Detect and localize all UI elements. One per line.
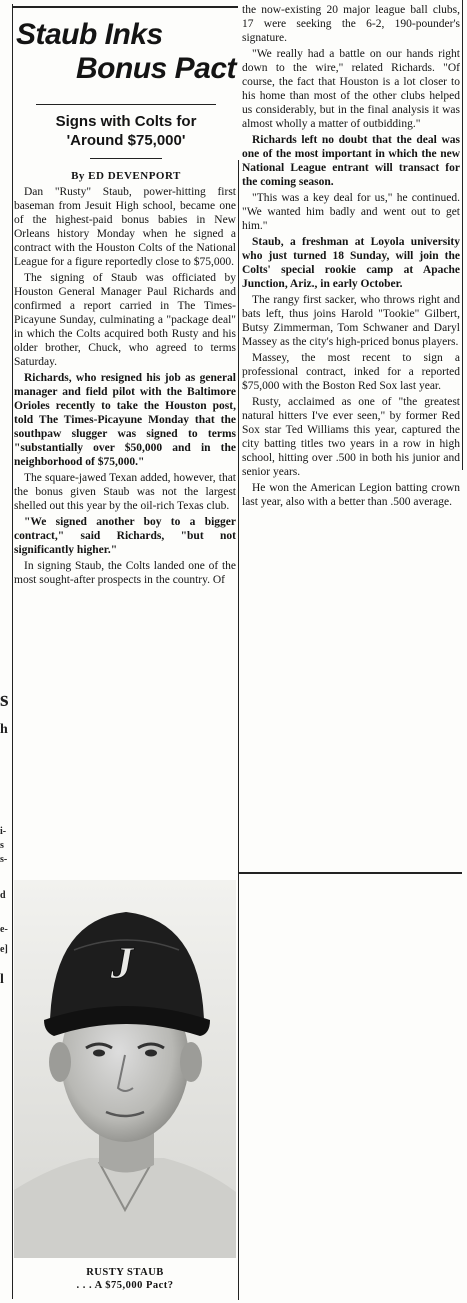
column-rule-center	[238, 160, 239, 1300]
photo-caption	[14, 1266, 236, 1292]
article-paragraph: "We signed another boy to a bigger contract," said Richards, "but not significantly higher."	[14, 516, 236, 556]
article-paragraph: The signing of Staub was officiated by Houston General Manager Paul Richards and confirmed a report carried in The Times-Picayune Sunday, culminating a "package deal" in which the Colts acquired both Rusty and his older brother, Chuck, who agreed to terms Saturday.	[14, 272, 236, 368]
byline: By ED DEVENPORT	[71, 170, 181, 182]
headline-divider	[36, 104, 216, 105]
article-column-1	[14, 185, 236, 589]
stub-char: i-	[0, 826, 7, 837]
article-paragraph: Rusty, acclaimed as one of "the greatest natural hitters I've ever seen," by former Red Sox star Ted Williams this year, captured the city batting titles two years in a row in high school, hitting over .500 in both his junior and senior years.	[242, 396, 460, 478]
article-paragraph: Dan "Rusty" Staub, power-hitting first baseman from Jesuit High school, became one of the highest-paid bonus babies in New Orleans history Monday when he signed a contract with the Houston Colts of the National League for a figure reportedly close to $75,000.	[14, 186, 236, 268]
player-portrait-illustration	[14, 880, 236, 1258]
article-end-rule	[238, 872, 462, 874]
article-paragraph: the now-existing 20 major league ball clubs, 17 were seeking the 6-2, 190-pounder's signature.	[242, 4, 460, 44]
cap-letter-logo: J	[110, 937, 134, 988]
subheadline-line-2: 'Around $75,000'	[66, 132, 186, 149]
top-rule	[12, 6, 238, 8]
subheadline-line-1: Signs with Colts for	[55, 113, 197, 130]
deck-divider	[90, 158, 162, 159]
article-column-2	[242, 3, 460, 511]
article-paragraph: Richards, who resigned his job as general manager and field pilot with the Baltimore Orioles recently to take the Houston post, told The Times-Picayune Monday that the southpaw slugger was signed to terms "substantially over $50,000 and in the neighborhood of $75,000."	[14, 372, 236, 468]
article-paragraph: Massey, the most recent to sign a professional contract, inked for a reported $75,000 with the Boston Red Sox last year.	[242, 352, 460, 392]
headline-line-1: Staub Inks	[16, 18, 163, 51]
stub-char: s-	[0, 854, 8, 865]
column-rule-right-top	[462, 0, 463, 470]
stub-char: e]	[0, 944, 8, 955]
article-paragraph: The rangy first sacker, who throws right and bats left, thus joins Harold "Tookie" Gilbert, Butsy Zimmerman, Tom Schwaner and Daryl Massey as the city's high-priced bonus players.	[242, 294, 460, 348]
headline-line-2: Bonus Pact	[75, 52, 236, 85]
column-rule-left	[12, 4, 13, 1299]
stub-char: e-	[0, 924, 8, 935]
player-photo	[14, 880, 236, 1258]
article-paragraph: Richards left no doubt that the deal was one of the most important in which the new National League entrant will transact for the coming season.	[242, 134, 460, 188]
article-paragraph: Staub, a freshman at Loyola university who just turned 18 Sunday, will join the Colts' special rookie camp at Apache Junction, Ariz., in early October.	[242, 236, 460, 290]
article-paragraph: He won the American Legion batting crown last year, also with a better than .500 average.	[242, 482, 460, 508]
article-paragraph: "This was a key deal for us," he continued. "We wanted him badly and went out to get him."	[242, 192, 460, 232]
article-paragraph: "We really had a battle on our hands right down to the wire," related Richards. "Of course, the fact that Houston is a lot closer to his home than most of the other clubs helped us considerably, but in the final analysis it was almost wholly a matter of outbidding."	[242, 48, 460, 130]
stub-char: h	[0, 722, 8, 737]
stub-char: s	[0, 840, 4, 851]
subheadline	[14, 112, 238, 150]
article-paragraph: In signing Staub, the Colts landed one of the most sought-after prospects in the country. Of	[14, 560, 236, 586]
stub-char: l	[0, 972, 4, 987]
article-paragraph: The square-jawed Texan added, however, that the bonus given Staub was not the largest shelled out this year by the oil-rich Texas club.	[14, 472, 236, 512]
stub-char: s	[0, 686, 9, 711]
adjacent-column-stub	[0, 0, 12, 1303]
caption-text: . . . A $75,000 Pact?	[76, 1280, 174, 1291]
caption-name: RUSTY STAUB	[86, 1267, 164, 1278]
headline	[14, 18, 238, 86]
stub-char: d	[0, 890, 6, 901]
